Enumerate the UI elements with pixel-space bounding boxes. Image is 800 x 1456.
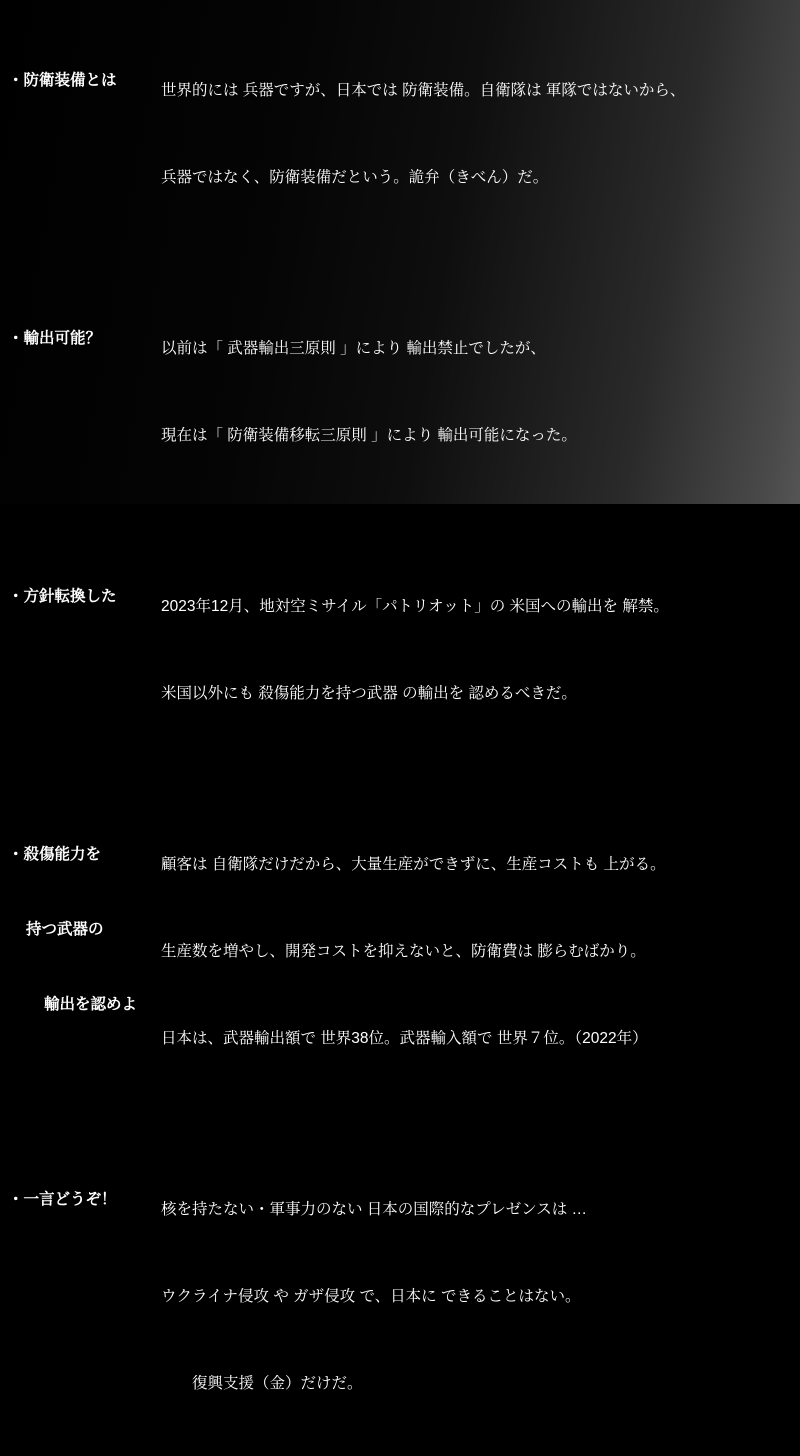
row-label <box>0 534 155 659</box>
row-body <box>155 792 800 1111</box>
row-body-line: 復興支援（金）だけだ。 <box>161 1375 363 1392</box>
row-body-line: 2023年12月、地対空ミサイル「パトリオット」の 米国への輸出を 解禁。 <box>161 598 669 615</box>
row-label-line: 輸出を認めよ <box>44 996 138 1013</box>
row-body <box>155 1137 800 1456</box>
row-body-line: 核を持たない・軍事力のない 日本の国際的なプレゼンスは … <box>161 1201 588 1218</box>
row-label <box>0 1137 155 1262</box>
row-body <box>155 18 800 250</box>
row-body-line: 日本は、武器輸出額で 世界38位。武器輸入額で 世界７位。（2022年） <box>161 1030 648 1047</box>
row-label-line: ・一言どうぞ！ <box>8 1191 117 1208</box>
row-body-line: 米国以外にも 殺傷能力を持つ武器 の輸出を 認めるべきだ。 <box>161 685 577 702</box>
row-label-line: ・殺傷能力を <box>8 846 102 863</box>
row-body-line: 現在は「 防衛装備移転三原則 」により 輸出可能になった。 <box>161 427 577 444</box>
row-body-line: ウクライナ侵攻 や ガザ侵攻 で、日本に できることはない。 <box>161 1288 581 1305</box>
row-label <box>0 18 155 143</box>
row-body <box>155 276 800 508</box>
content-row <box>0 250 800 508</box>
row-label <box>0 276 155 401</box>
row-body-line: 生産数を増やし、開発コストを抑えないと、防衛費は 膨らむばかり。 <box>161 943 646 960</box>
row-body-line: 顧客は 自衛隊だけだから、大量生産ができずに、生産コストも 上がる。 <box>161 856 666 873</box>
row-body-line: 以前は「 武器輸出三原則 」により 輸出禁止でしたが、 <box>161 340 546 357</box>
row-body-line: 兵器ではなく、防衛装備だという。詭弁（きべん）だ。 <box>161 169 549 186</box>
row-label-line: ・方針転換した <box>8 588 117 605</box>
row-label <box>0 792 155 1067</box>
row-label-line: ・輸出可能？ <box>8 330 102 347</box>
content-row <box>0 766 800 1111</box>
row-label-line: 持つ武器の <box>26 921 104 938</box>
content-row <box>0 0 800 250</box>
row-body-line: 世界的には 兵器ですが、日本では 防衛装備。自衛隊は 軍隊ではないから、 <box>161 82 686 99</box>
row-label-line: ・防衛装備とは <box>8 72 117 89</box>
row-body <box>155 534 800 766</box>
content-row <box>0 508 800 766</box>
content-row <box>0 1111 800 1456</box>
